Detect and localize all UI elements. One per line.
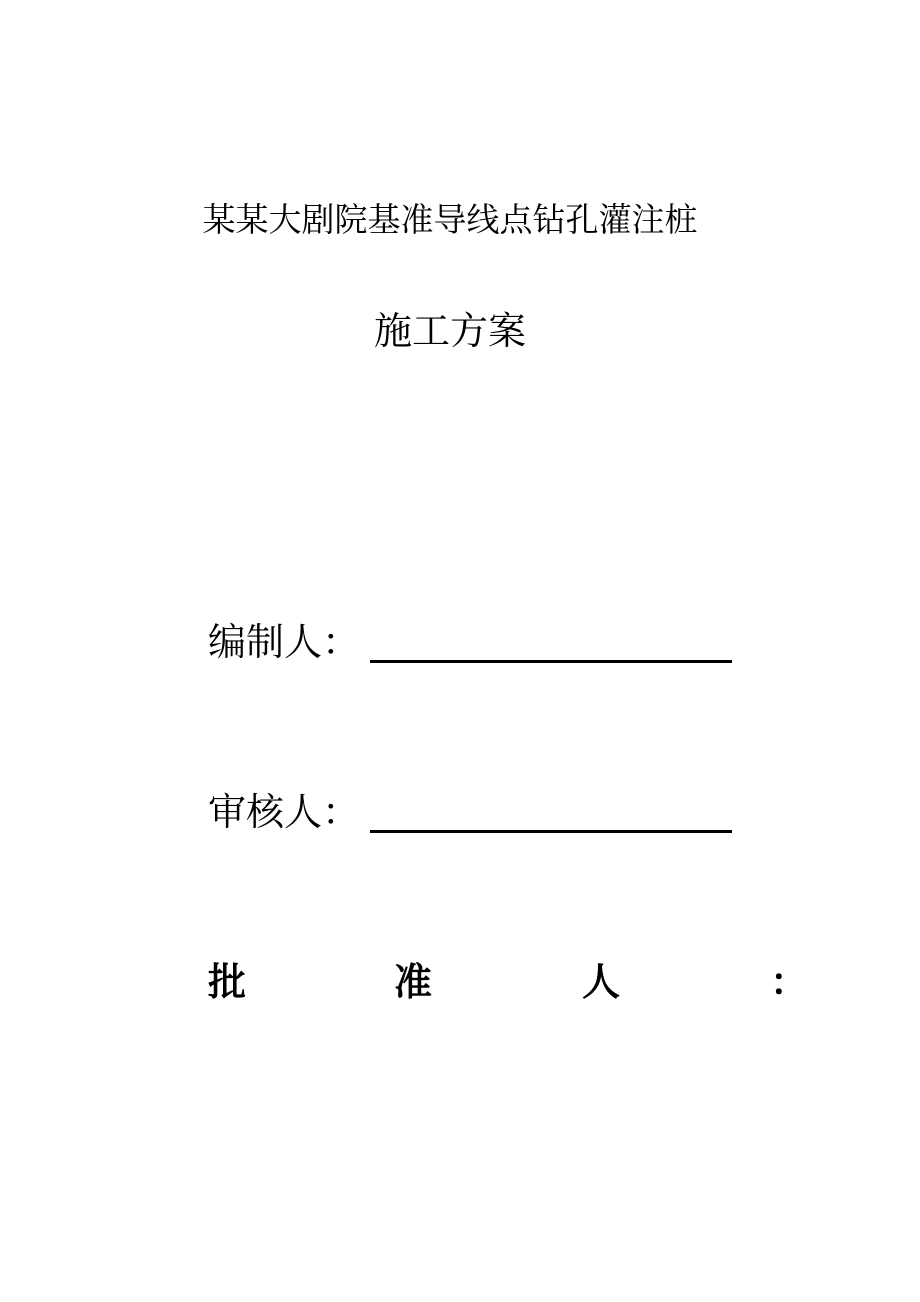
compiler-row bbox=[208, 612, 808, 672]
compiler-signature-line bbox=[370, 660, 732, 663]
approver-label-char: 人 bbox=[582, 960, 621, 1004]
compiler-label: 编制人： bbox=[208, 620, 361, 664]
approver-label-colon: ： bbox=[770, 960, 809, 1004]
approver-label-char: 准 bbox=[394, 960, 433, 1004]
document-title: 某某大剧院基准导线点钻孔灌注桩 bbox=[202, 200, 698, 239]
approver-row bbox=[208, 952, 809, 1012]
reviewer-signature-line bbox=[370, 830, 732, 833]
document-subtitle: 施工方案 bbox=[373, 309, 526, 353]
reviewer-row bbox=[208, 782, 808, 842]
reviewer-label: 审核人： bbox=[208, 790, 361, 834]
approver-label-char: 批 bbox=[208, 960, 247, 1004]
